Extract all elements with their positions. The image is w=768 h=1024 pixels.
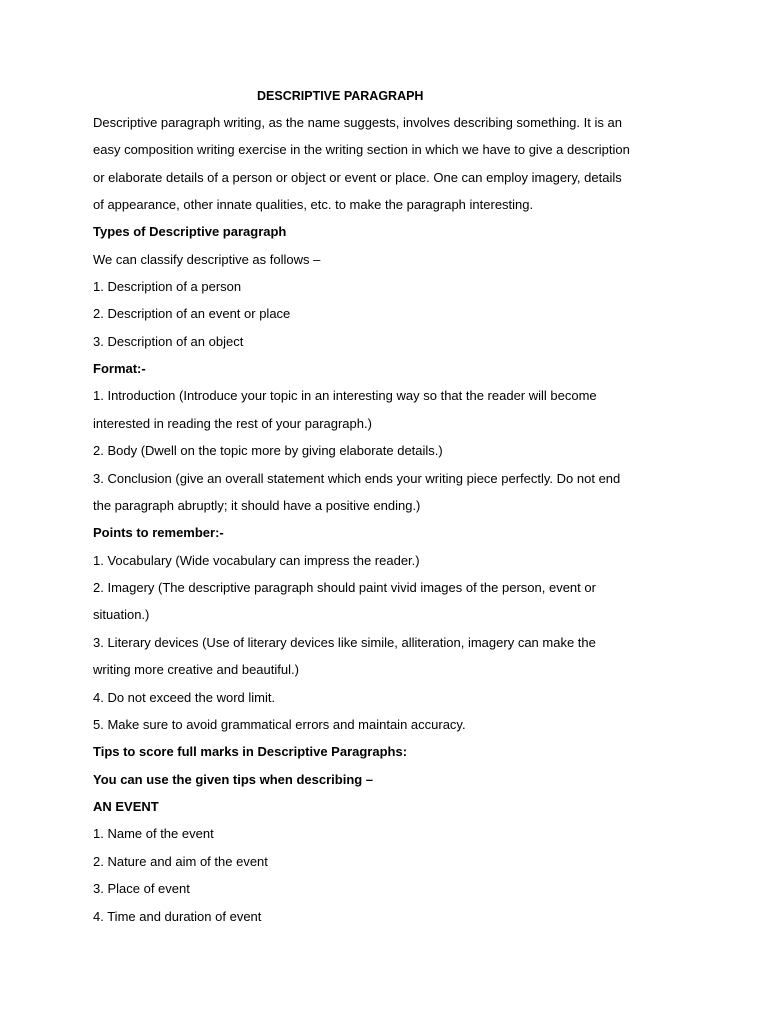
intro-line: Descriptive paragraph writing, as the name suggests, involves describing something. It is an <box>93 115 622 130</box>
format-heading: Format:- <box>93 361 146 376</box>
points-heading: Points to remember:- <box>93 525 224 540</box>
intro-line: or elaborate details of a person or object or event or place. One can employ imagery, details <box>93 170 622 185</box>
points-line: 4. Do not exceed the word limit. <box>93 690 276 705</box>
format-line: interested in reading the rest of your paragraph.) <box>93 416 372 431</box>
points-line: 3. Literary devices (Use of literary devices like simile, alliteration, imagery can make the <box>93 635 596 650</box>
types-heading: Types of Descriptive paragraph <box>93 224 287 239</box>
points-line: writing more creative and beautiful.) <box>93 662 299 677</box>
intro-line: of appearance, other innate qualities, etc. to make the paragraph interesting. <box>93 197 534 212</box>
types-item: 1. Description of a person <box>93 279 242 294</box>
format-line: the paragraph abruptly; it should have a positive ending.) <box>93 498 421 513</box>
types-item: 2. Description of an event or place <box>93 306 291 321</box>
tips-heading: Tips to score full marks in Descriptive Paragraphs: <box>93 744 408 759</box>
format-line: 2. Body (Dwell on the topic more by giving elaborate details.) <box>93 443 443 458</box>
points-line: 5. Make sure to avoid grammatical errors and maintain accuracy. <box>93 717 466 732</box>
event-item: 1. Name of the event <box>93 826 214 841</box>
types-lead: We can classify descriptive as follows – <box>93 252 321 267</box>
event-item: 4. Time and duration of event <box>93 909 262 924</box>
points-line: 1. Vocabulary (Wide vocabulary can impress the reader.) <box>93 553 420 568</box>
points-line: situation.) <box>93 607 150 622</box>
format-line: 3. Conclusion (give an overall statement which ends your writing piece perfectly. Do not end <box>93 471 621 486</box>
format-line: 1. Introduction (Introduce your topic in an interesting way so that the reader will become <box>93 388 597 403</box>
document-title: DESCRIPTIVE PARAGRAPH <box>257 89 424 103</box>
types-item: 3. Description of an object <box>93 334 244 349</box>
intro-line: easy composition writing exercise in the writing section in which we have to give a description <box>93 142 630 157</box>
tips-lead: You can use the given tips when describing – <box>93 772 374 787</box>
event-item: 3. Place of event <box>93 881 190 896</box>
points-line: 2. Imagery (The descriptive paragraph should paint vivid images of the person, event or <box>93 580 596 595</box>
event-item: 2. Nature and aim of the event <box>93 854 268 869</box>
event-heading: AN EVENT <box>93 799 159 814</box>
